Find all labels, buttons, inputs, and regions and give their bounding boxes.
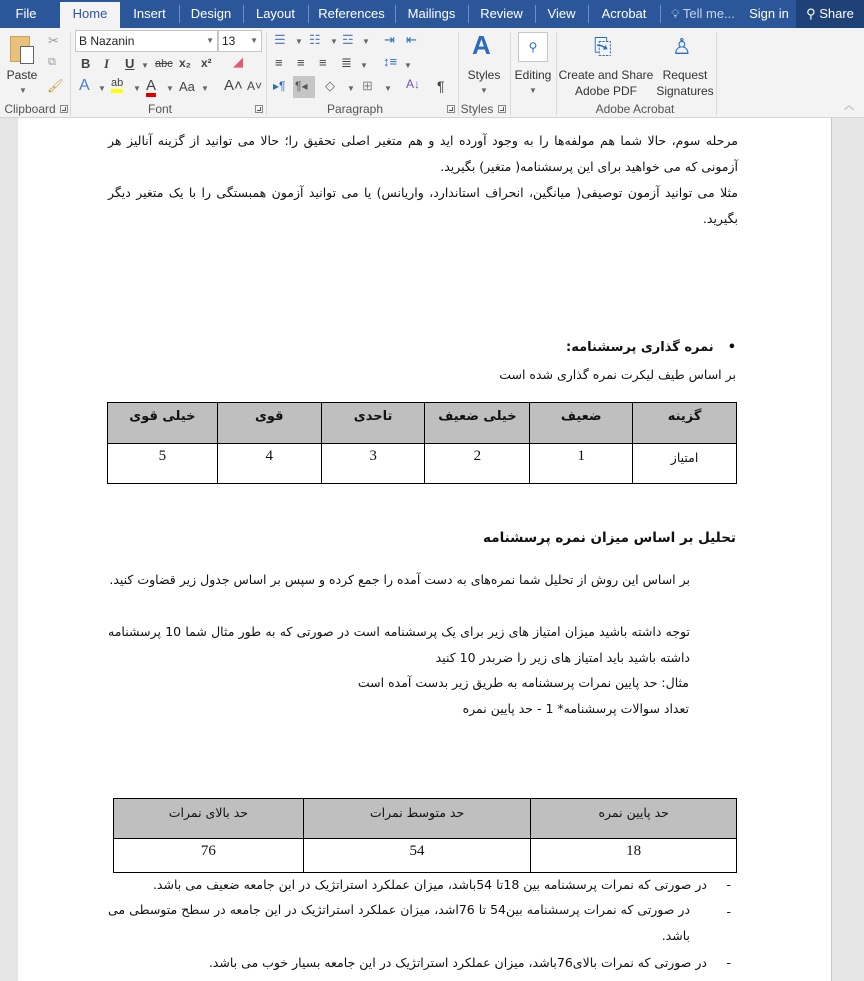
sort-icon[interactable]: A↓ — [406, 77, 421, 91]
chevron-down-icon: ▼ — [206, 36, 214, 45]
table-row — [108, 444, 737, 484]
format-painter-icon[interactable]: 🖌︎ — [47, 78, 64, 93]
left-margin — [0, 118, 18, 981]
font-group-label: Font — [147, 102, 172, 116]
paragraph-step-three: مرحله سوم، حالا شما هم مولفه‌ها را به وجود آورده اید و هم متغیر اصلی تحقیق را؛ حالا می توانید از گزینه آنالیز هر آزمونی که می خواهید برای این پرسشنامه( متغیر) بگیرید. — [108, 133, 738, 174]
likert-note: بر اساس طیف لیکرت نمره گذاری شده است — [499, 367, 736, 382]
change-case-button[interactable]: Aa — [179, 79, 195, 94]
create-share-pdf-button[interactable] — [558, 30, 654, 98]
grow-font-icon[interactable]: A˄ — [224, 77, 243, 94]
numbering-dropdown-icon[interactable]: ▼ — [330, 37, 338, 46]
tab-home[interactable]: Home — [60, 2, 120, 28]
shading-icon[interactable]: ◇ — [325, 78, 335, 93]
tab-review[interactable]: Review — [468, 0, 535, 28]
styles-launcher-icon[interactable] — [498, 105, 506, 113]
table-row — [114, 839, 737, 873]
table-cell: 4 — [217, 444, 321, 484]
clipboard-launcher-icon[interactable] — [60, 105, 68, 113]
borders-icon[interactable]: ⊞ — [362, 78, 373, 93]
change-case-dropdown-icon[interactable]: ▼ — [201, 84, 209, 93]
paste-label: Paste — [6, 68, 38, 82]
list-item: در صورتی که نمرات بالای76باشد، میزان عملکرد استراتژیک در این جامعه بسیار خوب می باشد. — [208, 955, 707, 970]
subscript-button[interactable]: x₂ — [179, 56, 192, 70]
tab-layout[interactable]: Layout — [243, 0, 308, 28]
scoring-heading: •نمره گذاری پرسشنامه: — [566, 340, 736, 355]
styles-icon: A — [472, 30, 491, 60]
person-add-icon: ⚲ — [806, 6, 816, 21]
justify-dropdown-icon[interactable]: ▼ — [360, 61, 368, 70]
styles-button[interactable] — [462, 30, 506, 98]
strikethrough-button[interactable]: abc — [155, 58, 173, 70]
table-cell: 1 — [530, 444, 633, 484]
table-cell: 54 — [303, 839, 531, 873]
bullets-dropdown-icon[interactable]: ▼ — [295, 37, 303, 46]
dash-marker: - — [726, 877, 731, 892]
numbering-icon[interactable]: ☷ — [309, 32, 321, 47]
styles-dropdown-icon: ▼ — [480, 86, 488, 95]
line-spacing-dropdown-icon[interactable]: ▼ — [404, 61, 412, 70]
table-header-cell: ضعیف — [530, 403, 633, 444]
rtl-direction-icon[interactable]: ¶◂ — [293, 76, 315, 98]
highlight-dropdown-icon[interactable]: ▼ — [133, 84, 141, 93]
tab-insert[interactable]: Insert — [133, 6, 166, 21]
paragraph-launcher-icon[interactable] — [447, 105, 455, 113]
cut-icon[interactable]: ✂ — [48, 33, 59, 48]
list-item: در صورتی که نمرات پرسشنامه بین 18تا 54باشد، میزان عملکرد استراتژیک در این جامعه ضعیف می باشد. — [152, 877, 707, 892]
table-header-row — [114, 799, 737, 839]
table-header-cell: تاحدی — [321, 403, 425, 444]
align-left-icon[interactable]: ≡ — [275, 55, 283, 70]
shading-dropdown-icon[interactable]: ▼ — [347, 84, 355, 93]
clear-formatting-icon[interactable]: ◢ — [233, 54, 243, 69]
lightbulb-icon: 💡︎ — [671, 7, 680, 21]
bullets-icon[interactable]: ☰ — [274, 32, 286, 47]
create-share-label-2: Adobe PDF — [574, 84, 638, 98]
create-share-label-1: Create and Share — [558, 68, 654, 82]
table-cell: 5 — [108, 444, 218, 484]
decrease-indent-icon[interactable]: ⇥ — [384, 32, 395, 47]
ltr-direction-icon[interactable]: ▸¶ — [273, 79, 286, 93]
highlight-color-icon[interactable]: ab — [111, 78, 123, 93]
table-header-cell: گزینه — [633, 403, 737, 444]
tell-me-box[interactable]: 💡︎ Tell me... — [660, 0, 746, 28]
vertical-scrollbar[interactable] — [832, 118, 864, 981]
font-name-combo[interactable]: B Nazanin ▼ — [75, 30, 218, 52]
table-cell: 18 — [531, 839, 737, 873]
multilevel-dropdown-icon[interactable]: ▼ — [362, 37, 370, 46]
justify-icon[interactable]: ≣ — [341, 55, 352, 70]
tab-file[interactable]: File — [15, 6, 37, 21]
score-range-table — [113, 798, 737, 873]
font-size-combo[interactable]: 13 ▼ — [218, 30, 262, 52]
table-header-cell: خیلی ضعیف — [425, 403, 530, 444]
borders-dropdown-icon[interactable]: ▼ — [384, 84, 392, 93]
paragraph-example-tests: مثلا می توانید آزمون توصیفی( میانگین، انحراف استاندارد، واریانس) یا می توانید آزمون همبستگی را با یک متغیر دیگر بگیرید. — [108, 185, 738, 226]
chevron-down-icon: ▼ — [250, 36, 258, 45]
table-header-cell: حد پایین نمره — [531, 799, 737, 839]
request-label-2: Signatures — [656, 84, 714, 98]
formula-line: تعداد سوالات پرسشنامه* 1 - حد پایین نمره — [462, 701, 689, 716]
italic-button[interactable]: I — [104, 56, 110, 71]
underline-dropdown-icon[interactable]: ▼ — [141, 61, 149, 70]
editing-dropdown-icon: ▼ — [529, 86, 537, 95]
editing-label: Editing — [514, 68, 552, 82]
table-cell: 76 — [114, 839, 304, 873]
tab-design[interactable]: Design — [179, 0, 243, 28]
acrobat-group-label: Adobe Acrobat — [595, 102, 675, 116]
table-header-cell: حد متوسط نمرات — [303, 799, 531, 839]
signature-icon: ♙ — [672, 34, 692, 59]
styles-label: Styles — [467, 68, 501, 82]
table-cell: 2 — [425, 444, 530, 484]
paragraph-method: بر اساس این روش از تحلیل شما نمره‌های به دست آمده را جمع کرده و سپس بر اساس جدول زیر قضاوت کنید. — [109, 572, 690, 587]
table-header-row — [108, 403, 737, 444]
shrink-font-icon[interactable]: A˅ — [247, 79, 263, 93]
paste-button[interactable] — [4, 32, 40, 98]
search-icon: ⚲ — [518, 32, 548, 62]
align-right-icon[interactable]: ≡ — [319, 55, 327, 70]
share-button[interactable]: ⚲ Share — [796, 0, 864, 28]
paragraph-group-label: Paragraph — [326, 102, 384, 116]
tab-view[interactable]: View — [535, 0, 588, 28]
editing-button[interactable] — [512, 30, 554, 98]
clipboard-group-label: Clipboard — [4, 102, 56, 116]
request-label-1: Request — [662, 68, 708, 82]
likert-scoring-table — [107, 402, 737, 484]
show-formatting-marks-icon[interactable]: ¶ — [437, 78, 445, 94]
bold-button[interactable]: B — [81, 56, 91, 71]
table-header-cell: خیلی قوی — [108, 403, 218, 444]
styles-group-label: Styles — [460, 102, 494, 116]
tab-references[interactable]: References — [308, 0, 395, 28]
ribbon-tab-bar — [0, 0, 864, 28]
line-spacing-icon[interactable]: ↕≡ — [383, 54, 398, 69]
analysis-heading: تحلیل بر اساس میزان نمره پرسشنامه — [483, 530, 736, 546]
bullet-marker: • — [727, 340, 736, 355]
font-color-dropdown-icon[interactable]: ▼ — [166, 84, 174, 93]
font-launcher-icon[interactable] — [255, 105, 263, 113]
ribbon — [0, 28, 864, 118]
align-center-icon[interactable]: ≡ — [297, 55, 305, 70]
collapse-ribbon-icon[interactable]: ︿ — [844, 101, 854, 112]
request-signatures-button[interactable] — [656, 30, 714, 98]
multilevel-list-icon[interactable]: ☲ — [342, 32, 354, 47]
table-header-cell: قوی — [217, 403, 321, 444]
tab-mailings[interactable]: Mailings — [395, 0, 468, 28]
copy-icon[interactable]: ⧉ — [48, 56, 56, 68]
superscript-button[interactable]: x² — [201, 56, 212, 70]
table-cell: امتیاز — [633, 444, 737, 484]
text-effects-dropdown-icon[interactable]: ▼ — [98, 84, 106, 93]
document-page[interactable] — [18, 118, 832, 981]
paste-page-icon — [20, 46, 34, 64]
dash-marker: - — [726, 904, 731, 919]
increase-indent-icon[interactable]: ⇤ — [406, 32, 417, 47]
example-line: مثال: حد پایین نمرات پرسشنامه به طریق زیر بدست آمده است — [357, 675, 689, 690]
paste-dropdown-icon: ▼ — [19, 86, 27, 95]
tab-acrobat[interactable]: Acrobat — [588, 0, 660, 28]
paragraph-note: توجه داشته باشید میزان امتیاز های زیر برای یک پرسشنامه است در صورتی که به طور مثال شما 10 پرسشنامه داشته باشید باید امتیاز های زیر را ضربدر 10 کنید — [108, 624, 690, 665]
font-color-icon[interactable]: A — [146, 78, 156, 97]
dash-marker: - — [726, 955, 731, 970]
sign-in-link[interactable]: Sign in — [749, 6, 789, 21]
list-item: در صورتی که نمرات پرسشنامه بین54 تا 76اشد، میزان عملکرد استراتژیک در این جامعه در سطح متوسطی می باشد. — [108, 902, 691, 943]
table-cell: 3 — [321, 444, 425, 484]
pdf-share-icon: ⎘ — [594, 34, 612, 59]
table-header-cell: حد بالای نمرات — [114, 799, 304, 839]
underline-button[interactable]: U — [125, 56, 135, 71]
text-effects-icon[interactable]: A — [79, 77, 90, 94]
